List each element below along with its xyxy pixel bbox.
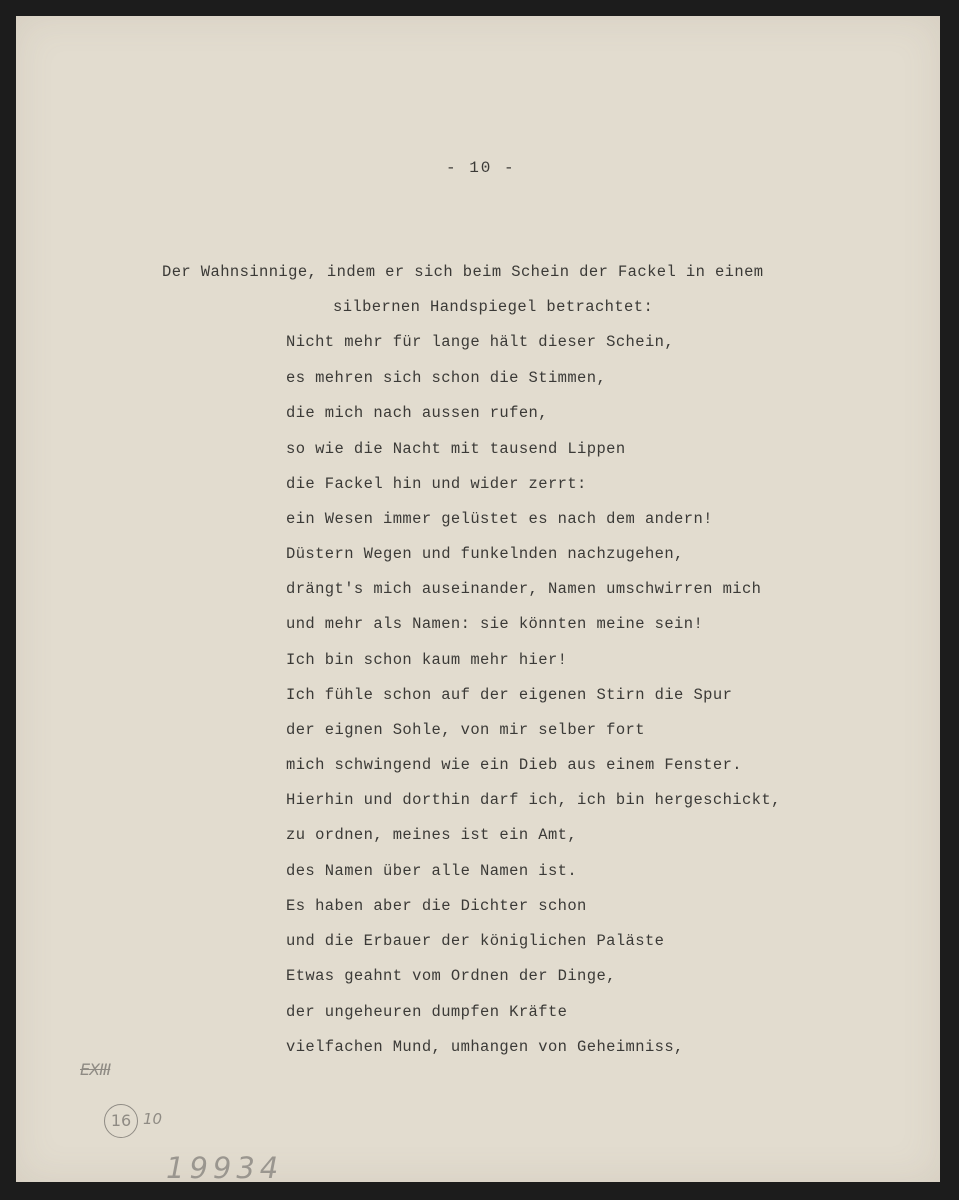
verse-line: so wie die Nacht mit tausend Lippen	[286, 440, 626, 458]
verse-line: des Namen über alle Namen ist.	[286, 862, 578, 880]
verse-line: Es haben aber die Dichter schon	[286, 897, 587, 915]
stage-direction-line-2: silbernen Handspiegel betrachtet:	[333, 298, 654, 316]
verse-line: Hierhin und dorthin darf ich, ich bin hergeschickt,	[286, 791, 781, 809]
verse-line: Ich bin schon kaum mehr hier!	[286, 651, 568, 669]
document-page	[16, 16, 940, 1185]
folio-sub-number: 10	[143, 1110, 163, 1128]
verse-line: der ungeheuren dumpfen Kräfte	[286, 1003, 568, 1021]
verse-line: ein Wesen immer gelüstet es nach dem andern!	[286, 510, 713, 528]
stage-direction-line-1: Der Wahnsinnige, indem er sich beim Schein der Fackel in einem	[162, 263, 764, 281]
page-number: - 10 -	[446, 159, 516, 177]
verse-line: es mehren sich schon die Stimmen,	[286, 369, 607, 387]
circled-folio-number: 16	[104, 1104, 138, 1138]
verse-line: die Fackel hin und wider zerrt:	[286, 475, 587, 493]
verse-line: Etwas geahnt vom Ordnen der Dinge,	[286, 967, 616, 985]
verse-line: mich schwingend wie ein Dieb aus einem Fenster.	[286, 756, 742, 774]
verse-line: der eignen Sohle, von mir selber fort	[286, 721, 645, 739]
verse-line: Düstern Wegen und funkelnden nachzugehen,	[286, 545, 684, 563]
archive-code-annotation: EXIII	[80, 1060, 111, 1079]
verse-line: zu ordnen, meines ist ein Amt,	[286, 826, 578, 844]
verse-line: die mich nach aussen rufen,	[286, 404, 548, 422]
verse-line: und die Erbauer der königlichen Paläste	[286, 932, 665, 950]
verse-line: vielfachen Mund, umhangen von Geheimniss,	[286, 1038, 684, 1056]
verse-line: drängt's mich auseinander, Namen umschwirren mich	[286, 580, 762, 598]
verse-line: Nicht mehr für lange hält dieser Schein,	[286, 333, 675, 351]
verse-line: und mehr als Namen: sie könnten meine sein!	[286, 615, 704, 633]
verse-line: Ich fühle schon auf der eigenen Stirn die Spur	[286, 686, 733, 704]
inventory-number: 19934	[166, 1151, 284, 1185]
